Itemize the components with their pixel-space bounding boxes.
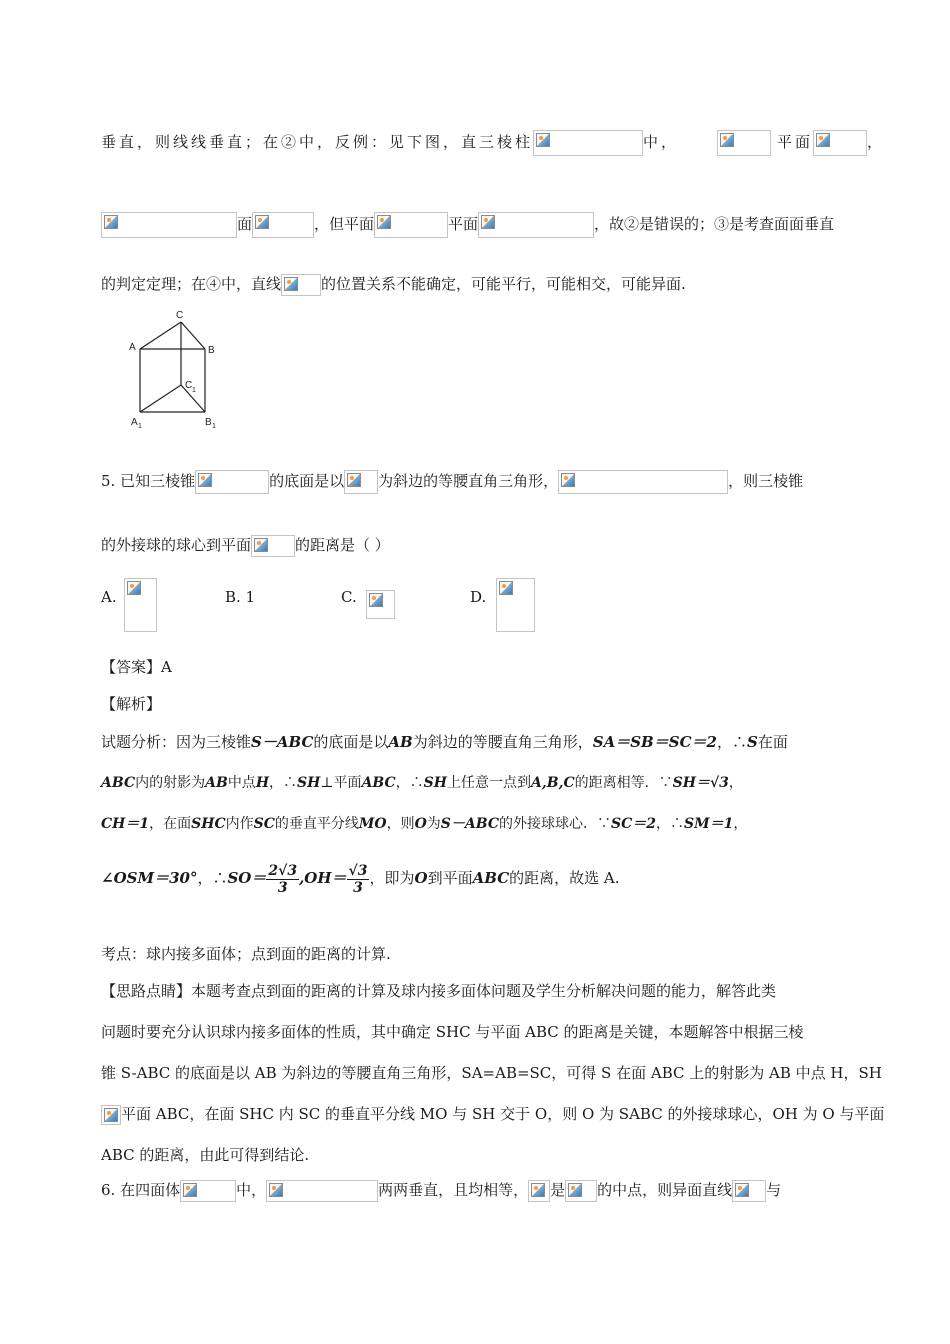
text: ，∴	[395, 775, 424, 791]
text: ，	[728, 775, 743, 791]
text: ，∴	[269, 775, 298, 791]
broken-image-icon	[124, 578, 157, 632]
broken-image-icon	[374, 212, 448, 238]
label-a1-sub: 1	[138, 423, 142, 430]
math: S	[746, 733, 758, 751]
broken-image-icon	[281, 274, 321, 296]
text: ，但平面	[314, 215, 375, 233]
math: SM＝1	[684, 816, 734, 832]
text: 中，	[236, 1181, 267, 1199]
math: CH＝1	[101, 816, 150, 832]
math: ABC	[361, 775, 396, 791]
text: 中点	[227, 775, 256, 791]
text: 在面	[757, 733, 788, 751]
math: O	[414, 869, 428, 887]
math: S－ABC	[440, 816, 499, 832]
math: A,B,C	[531, 775, 575, 791]
prism-figure	[125, 308, 240, 433]
option-label: C.	[341, 588, 357, 606]
math: O	[414, 816, 427, 832]
text: 是	[550, 1181, 566, 1199]
q5-option-d	[470, 587, 486, 607]
math: ABC	[101, 775, 136, 791]
broken-image-icon	[101, 1105, 121, 1125]
para-line-2	[101, 212, 834, 238]
broken-image-icon	[496, 578, 535, 632]
text: ，∴	[716, 733, 747, 751]
label-c1-sub: 1	[192, 387, 196, 394]
silu-line-5: ABC 的距离，由此可得到结论.	[101, 1146, 310, 1164]
text: ，∴	[197, 869, 228, 887]
text: 两两垂直，且均相等，	[378, 1181, 529, 1199]
solution-line-1	[101, 732, 788, 752]
q5-option-c	[341, 587, 357, 607]
silu-line-2: 问题时要充分认识球内接多面体的性质，其中确定 SHC 与平面 ABC 的距离是关键，本题解答中根据三棱	[101, 1023, 804, 1041]
edge-c-b	[181, 322, 205, 349]
text: 试题分析：因为三棱锥	[101, 733, 252, 751]
text: 的位置关系不能确定，可能平行，可能相交，可能异面.	[321, 275, 686, 293]
text: 的底面是以	[313, 733, 389, 751]
text: ⊥平面	[320, 775, 362, 791]
text: 的外接球球心．∵	[499, 816, 611, 832]
text: 5. 已知三棱锥	[101, 472, 196, 490]
broken-image-icon	[266, 1180, 378, 1202]
fraction-denominator: 3	[353, 879, 363, 896]
para-line-3	[101, 274, 686, 296]
text: ，故②是错误的；③是考查面面垂直	[594, 215, 835, 233]
text: 内作	[225, 816, 254, 832]
text: 与	[766, 1181, 782, 1199]
math: AB	[205, 775, 228, 791]
silu-line-1: 【思路点睛】本题考查点到面的距离的计算及球内接多面体问题及学生分析解决问题的能力，解答此类	[101, 982, 777, 1000]
text: ，在面	[149, 816, 192, 832]
kaodian: 考点：球内接多面体；点到面的距离的计算.	[101, 945, 391, 963]
text: ，	[733, 816, 748, 832]
broken-image-icon	[195, 470, 269, 494]
broken-image-icon	[366, 590, 395, 619]
math: ,OH＝	[299, 869, 347, 887]
text: 为	[426, 816, 441, 832]
label-a: A	[129, 342, 136, 353]
text: 平面 ABC，在面 SHC 内 SC 的垂直平分线 MO 与 SH 交于 O，则 O 为 SABC 的外接球球心，OH 为 O 与平面	[121, 1105, 885, 1123]
math: SH＝√3	[672, 775, 729, 791]
q5-option-a	[101, 587, 117, 607]
text: 内的射影为	[135, 775, 206, 791]
q6-line-1	[101, 1180, 781, 1202]
text: 上任意一点到	[447, 775, 532, 791]
label-c1: C	[185, 380, 193, 391]
solution-line-3	[101, 814, 747, 834]
text: 的距离相等．∵	[574, 775, 673, 791]
option-label: A.	[101, 588, 117, 606]
edge-a-c	[140, 322, 181, 349]
text: 为斜边的等腰直角三角形，	[412, 733, 593, 751]
text: 的垂直平分线	[274, 816, 359, 832]
text: 平面	[777, 133, 814, 151]
edge-a1-c1	[140, 385, 181, 412]
text: ，则三棱锥	[728, 472, 804, 490]
silu-line-3: 锥 S-ABC 的底面是以 AB 为斜边的等腰直角三角形，SA=AB=SC，可得 S 在面 ABC 上的射影为 AB 中点 H，SH	[101, 1064, 882, 1082]
text: 垂直，则线线垂直；在②中，反例：见下图，直三棱柱	[101, 133, 534, 151]
fraction-so	[266, 863, 299, 896]
math: SO＝	[227, 869, 267, 887]
text: 的距离是（ ）	[295, 536, 390, 554]
math: ABC	[472, 869, 510, 887]
broken-image-icon	[101, 212, 237, 238]
text: ，即为	[369, 869, 415, 887]
silu-line-4	[101, 1104, 884, 1125]
text: ，∴	[656, 816, 684, 832]
text: 为斜边的等腰直角三角形，	[378, 472, 559, 490]
text: 的外接球的球心到平面	[101, 536, 252, 554]
broken-image-icon	[558, 470, 728, 494]
math: SH	[297, 775, 321, 791]
text: 平面	[448, 215, 479, 233]
math: SC	[253, 816, 275, 832]
para-line-1	[101, 130, 885, 156]
broken-image-icon	[528, 1180, 550, 1202]
text: 中，	[643, 133, 680, 151]
math: SC＝2	[611, 816, 656, 832]
q5-option-b	[225, 587, 255, 607]
text: 6. 在四面体	[101, 1181, 181, 1199]
math: MO	[358, 816, 387, 832]
broken-image-icon	[732, 1180, 766, 1202]
broken-image-icon	[251, 535, 295, 557]
fraction-numerator: √3	[348, 862, 368, 879]
broken-image-icon	[813, 130, 867, 156]
text: 的中点，则异面直线	[597, 1181, 733, 1199]
q5-line-2	[101, 535, 390, 557]
fraction-denominator: 3	[277, 879, 288, 896]
q5-line-1	[101, 470, 803, 494]
answer-label: 【答案】A	[101, 658, 172, 676]
math: SH	[423, 775, 448, 791]
text: 的判定定理；在④中，直线	[101, 275, 282, 293]
broken-image-icon	[478, 212, 594, 238]
analysis-label: 【解析】	[101, 695, 162, 713]
broken-image-icon	[717, 130, 771, 156]
math: SHC	[191, 816, 226, 832]
text: ，则	[386, 816, 415, 832]
option-label: D.	[470, 588, 487, 606]
broken-image-icon	[565, 1180, 597, 1202]
broken-image-icon	[533, 130, 643, 156]
math: S－ABC	[251, 733, 314, 751]
text: ，	[867, 133, 886, 151]
label-b: B	[208, 345, 215, 356]
text: 到平面	[427, 869, 473, 887]
option-label: B. 1	[225, 588, 256, 606]
text: 的距离，故选 A.	[509, 869, 620, 887]
text: 的底面是以	[269, 472, 345, 490]
fraction-oh	[347, 863, 370, 896]
text: 面	[237, 215, 253, 233]
math: H	[255, 775, 270, 791]
math: ∠OSM＝30°	[101, 869, 198, 887]
label-b1-sub: 1	[212, 423, 216, 430]
label-a1: A	[131, 417, 138, 428]
broken-image-icon	[252, 212, 314, 238]
broken-image-icon	[344, 470, 378, 494]
label-b1: B	[205, 417, 212, 428]
solution-line-2	[101, 773, 743, 793]
math: AB	[388, 733, 413, 751]
solution-line-4	[101, 858, 620, 898]
broken-image-icon	[180, 1180, 236, 1202]
math: SA＝SB＝SC＝2	[592, 733, 717, 751]
label-c: C	[176, 310, 184, 321]
fraction-numerator: 2√3	[268, 862, 298, 879]
